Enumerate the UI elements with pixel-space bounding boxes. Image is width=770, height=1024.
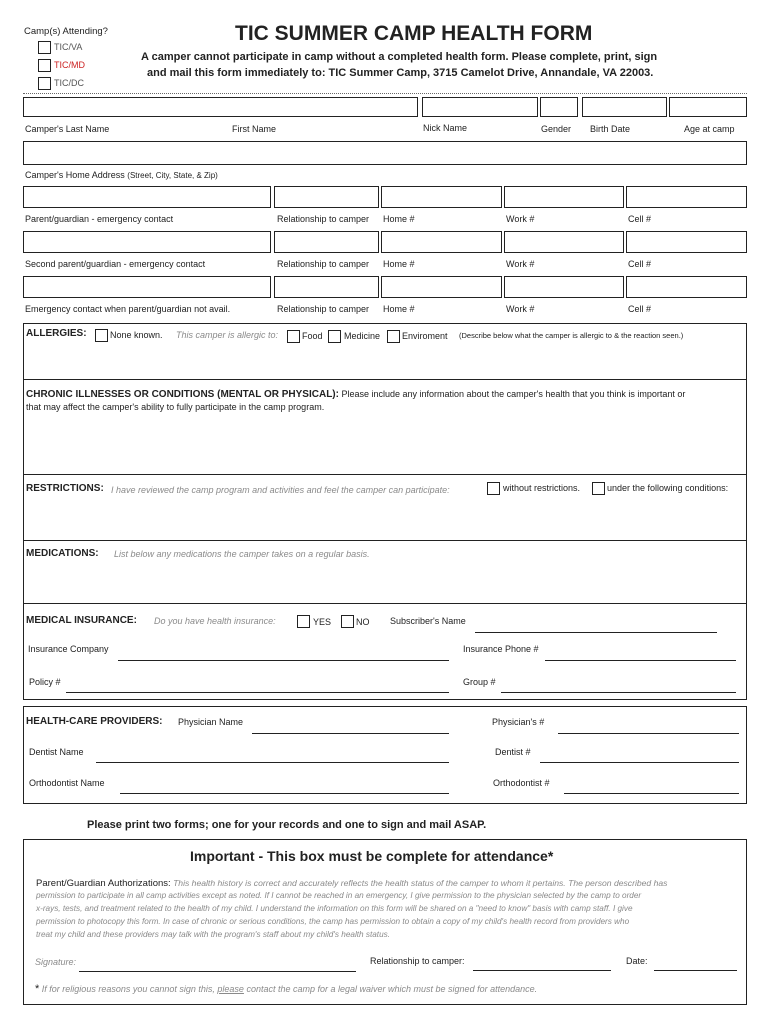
contact-1-name-field[interactable] bbox=[23, 186, 271, 208]
restrictions-prompt: I have reviewed the camp program and activities and feel the camper can participate: bbox=[111, 485, 450, 495]
policy-label: Policy # bbox=[29, 677, 61, 687]
print-note: Please print two forms; one for your records and one to sign and mail ASAP. bbox=[87, 819, 487, 831]
orthodontist-num-field[interactable] bbox=[564, 793, 739, 794]
header-line-2: and mail this form immediately to: TIC Summer Camp, 3715 Camelot Drive, Annandale, VA 22003. bbox=[147, 67, 654, 79]
restrictions-title: RESTRICTIONS: bbox=[26, 483, 104, 494]
allergy-environment-label: Enviroment bbox=[402, 331, 448, 341]
contact-1-home-field[interactable] bbox=[381, 186, 502, 208]
allergy-environment-checkbox[interactable] bbox=[387, 330, 400, 343]
nick-name-field[interactable] bbox=[422, 97, 538, 117]
signature-field[interactable] bbox=[79, 971, 356, 972]
insurance-phone-field[interactable] bbox=[545, 660, 736, 661]
subscriber-field[interactable] bbox=[475, 632, 717, 633]
group-label: Group # bbox=[463, 677, 496, 687]
contact-2-work-label: Work # bbox=[506, 259, 535, 269]
page-title: TIC SUMMER CAMP HEALTH FORM bbox=[235, 22, 593, 45]
subscriber-label: Subscriber's Name bbox=[390, 616, 466, 626]
chronic-line-2: that may affect the camper's ability to fully participate in the camp program. bbox=[26, 402, 325, 412]
contact-3-cell-label: Cell # bbox=[628, 304, 652, 314]
contact-2-relationship-field[interactable] bbox=[274, 231, 379, 253]
contact-1-work-label: Work # bbox=[506, 214, 535, 224]
insurance-no-checkbox[interactable] bbox=[341, 615, 354, 628]
contact-2-home-field[interactable] bbox=[381, 231, 502, 253]
providers-title: HEALTH-CARE PROVIDERS: bbox=[26, 716, 163, 727]
insurance-title: MEDICAL INSURANCE: bbox=[26, 615, 137, 626]
physician-num-field[interactable] bbox=[558, 733, 739, 734]
header-divider bbox=[23, 93, 747, 94]
orthodontist-label: Orthodontist Name bbox=[29, 778, 105, 788]
allergies-prompt: This camper is allergic to: bbox=[176, 330, 279, 340]
camp-md-label: TIC/MD bbox=[54, 60, 85, 70]
contact-3-home-field[interactable] bbox=[381, 276, 502, 298]
contact-1-relationship-field[interactable] bbox=[274, 186, 379, 208]
dentist-num-field[interactable] bbox=[540, 762, 739, 763]
signature-label: Signature: bbox=[35, 957, 77, 967]
allergy-food-label: Food bbox=[302, 331, 323, 341]
group-field[interactable] bbox=[501, 692, 736, 693]
allergy-food-checkbox[interactable] bbox=[287, 330, 300, 343]
gender-field[interactable] bbox=[540, 97, 578, 117]
allergies-none-checkbox[interactable] bbox=[95, 329, 108, 342]
camp-va-label: TIC/VA bbox=[54, 42, 83, 52]
date-label: Date: bbox=[626, 956, 648, 966]
contact-3-work-label: Work # bbox=[506, 304, 535, 314]
home-address-field[interactable] bbox=[23, 141, 747, 165]
under-conditions-label: under the following conditions: bbox=[607, 483, 729, 493]
contact-1-work-field[interactable] bbox=[504, 186, 624, 208]
authorization-line-1: Parent/Guardian Authorizations: This health history is correct and accurately reflects the health status of the camper to whom it pertains. The person described has bbox=[36, 878, 668, 889]
chronic-line-1: CHRONIC ILLNESSES OR CONDITIONS (MENTAL OR PHYSICAL): Please include any information about the camper's health that you think is important or bbox=[26, 389, 686, 400]
insurance-prompt: Do you have health insurance: bbox=[154, 616, 276, 626]
dentist-num-label: Dentist # bbox=[495, 747, 531, 757]
medications-title: MEDICATIONS: bbox=[26, 548, 99, 559]
contact-2-cell-label: Cell # bbox=[628, 259, 652, 269]
important-title: Important - This box must be complete for attendance* bbox=[190, 848, 554, 864]
physician-num-label: Physician's # bbox=[492, 717, 545, 727]
gender-label: Gender bbox=[541, 124, 572, 134]
orthodontist-field[interactable] bbox=[120, 793, 449, 794]
insurance-phone-label: Insurance Phone # bbox=[463, 644, 539, 654]
contact-1-cell-label: Cell # bbox=[628, 214, 652, 224]
allergies-title: ALLERGIES: bbox=[26, 328, 87, 339]
contact-3-name-label: Emergency contact when parent/guardian not avail. bbox=[25, 304, 231, 314]
camper-name-field[interactable] bbox=[23, 97, 418, 117]
header-line-1: A camper cannot participate in camp without a completed health form. Please complete, print, sign bbox=[141, 51, 658, 63]
contact-2-name-label: Second parent/guardian - emergency contact bbox=[25, 259, 206, 269]
contact-3-name-field[interactable] bbox=[23, 276, 271, 298]
age-field[interactable] bbox=[669, 97, 747, 117]
contact-1-cell-field[interactable] bbox=[626, 186, 747, 208]
contact-2-cell-field[interactable] bbox=[626, 231, 747, 253]
date-field[interactable] bbox=[654, 970, 737, 971]
without-restrictions-checkbox[interactable] bbox=[487, 482, 500, 495]
contact-1-name-label: Parent/guardian - emergency contact bbox=[25, 214, 174, 224]
camp-va-checkbox[interactable] bbox=[38, 41, 51, 54]
sign-relationship-label: Relationship to camper: bbox=[370, 956, 465, 966]
contact-1-relationship-label: Relationship to camper bbox=[277, 214, 370, 224]
authorization-line-5: treat my child and these providers may talk with the program's staff about my child's health status. bbox=[36, 930, 390, 939]
insurance-company-label: Insurance Company bbox=[28, 644, 109, 654]
contact-3-relationship-field[interactable] bbox=[274, 276, 379, 298]
dentist-field[interactable] bbox=[96, 762, 449, 763]
insurance-company-field[interactable] bbox=[118, 660, 449, 661]
home-address-label: Camper's Home Address (Street, City, State, & Zip) bbox=[25, 170, 218, 180]
contact-3-work-field[interactable] bbox=[504, 276, 624, 298]
insurance-yes-label: YES bbox=[313, 617, 332, 627]
under-conditions-checkbox[interactable] bbox=[592, 482, 605, 495]
allergies-none-label: None known. bbox=[110, 330, 163, 340]
camp-dc-checkbox[interactable] bbox=[38, 77, 51, 90]
policy-field[interactable] bbox=[66, 692, 449, 693]
age-label: Age at camp bbox=[684, 124, 735, 134]
last-name-label: Camper's Last Name bbox=[25, 124, 110, 134]
contact-2-name-field[interactable] bbox=[23, 231, 271, 253]
contact-2-work-field[interactable] bbox=[504, 231, 624, 253]
allergy-medicine-label: Medicine bbox=[344, 331, 381, 341]
waiver-footnote: * If for religious reasons you cannot sign this, please contact the camp for a legal waiver which must be signed for attendance. bbox=[35, 983, 538, 995]
camp-md-checkbox[interactable] bbox=[38, 59, 51, 72]
birth-date-label: Birth Date bbox=[590, 124, 631, 134]
authorization-line-3: x-rays, tests, and treatment related to the health of my child. I understand the information on this form will be shared on a "need to know" basis with camp staff. I give bbox=[36, 904, 633, 913]
medications-prompt: List below any medications the camper takes on a regular basis. bbox=[114, 549, 370, 559]
insurance-yes-checkbox[interactable] bbox=[297, 615, 310, 628]
contact-3-cell-field[interactable] bbox=[626, 276, 747, 298]
contact-3-home-label: Home # bbox=[383, 304, 415, 314]
physician-label: Physician Name bbox=[178, 717, 244, 727]
camp-dc-label: TIC/DC bbox=[54, 78, 84, 88]
contact-2-relationship-label: Relationship to camper bbox=[277, 259, 370, 269]
sign-relationship-field[interactable] bbox=[473, 970, 611, 971]
authorization-line-2: permission to participate in all camp activities except as noted. If I cannot be reached in an emergency, I give permission to the physician selected by the camp to order bbox=[36, 891, 642, 900]
camps-heading: Camp(s) Attending? bbox=[24, 26, 108, 37]
dentist-label: Dentist Name bbox=[29, 747, 84, 757]
contact-1-home-label: Home # bbox=[383, 214, 415, 224]
physician-field[interactable] bbox=[252, 733, 449, 734]
nick-name-label: Nick Name bbox=[423, 123, 468, 133]
without-restrictions-label: without restrictions. bbox=[503, 483, 581, 493]
contact-3-relationship-label: Relationship to camper bbox=[277, 304, 370, 314]
allergies-note: (Describe below what the camper is allergic to & the reaction seen.) bbox=[459, 331, 684, 340]
authorization-line-4: permission to photocopy this form. In case of chronic or serious conditions, the camp has permission to obtain a copy of my child's health record from providers who bbox=[36, 917, 630, 926]
allergy-medicine-checkbox[interactable] bbox=[328, 330, 341, 343]
first-name-label: First Name bbox=[232, 124, 277, 134]
insurance-no-label: NO bbox=[356, 617, 370, 627]
contact-2-home-label: Home # bbox=[383, 259, 415, 269]
orthodontist-num-label: Orthodontist # bbox=[493, 778, 550, 788]
birth-date-field[interactable] bbox=[582, 97, 667, 117]
